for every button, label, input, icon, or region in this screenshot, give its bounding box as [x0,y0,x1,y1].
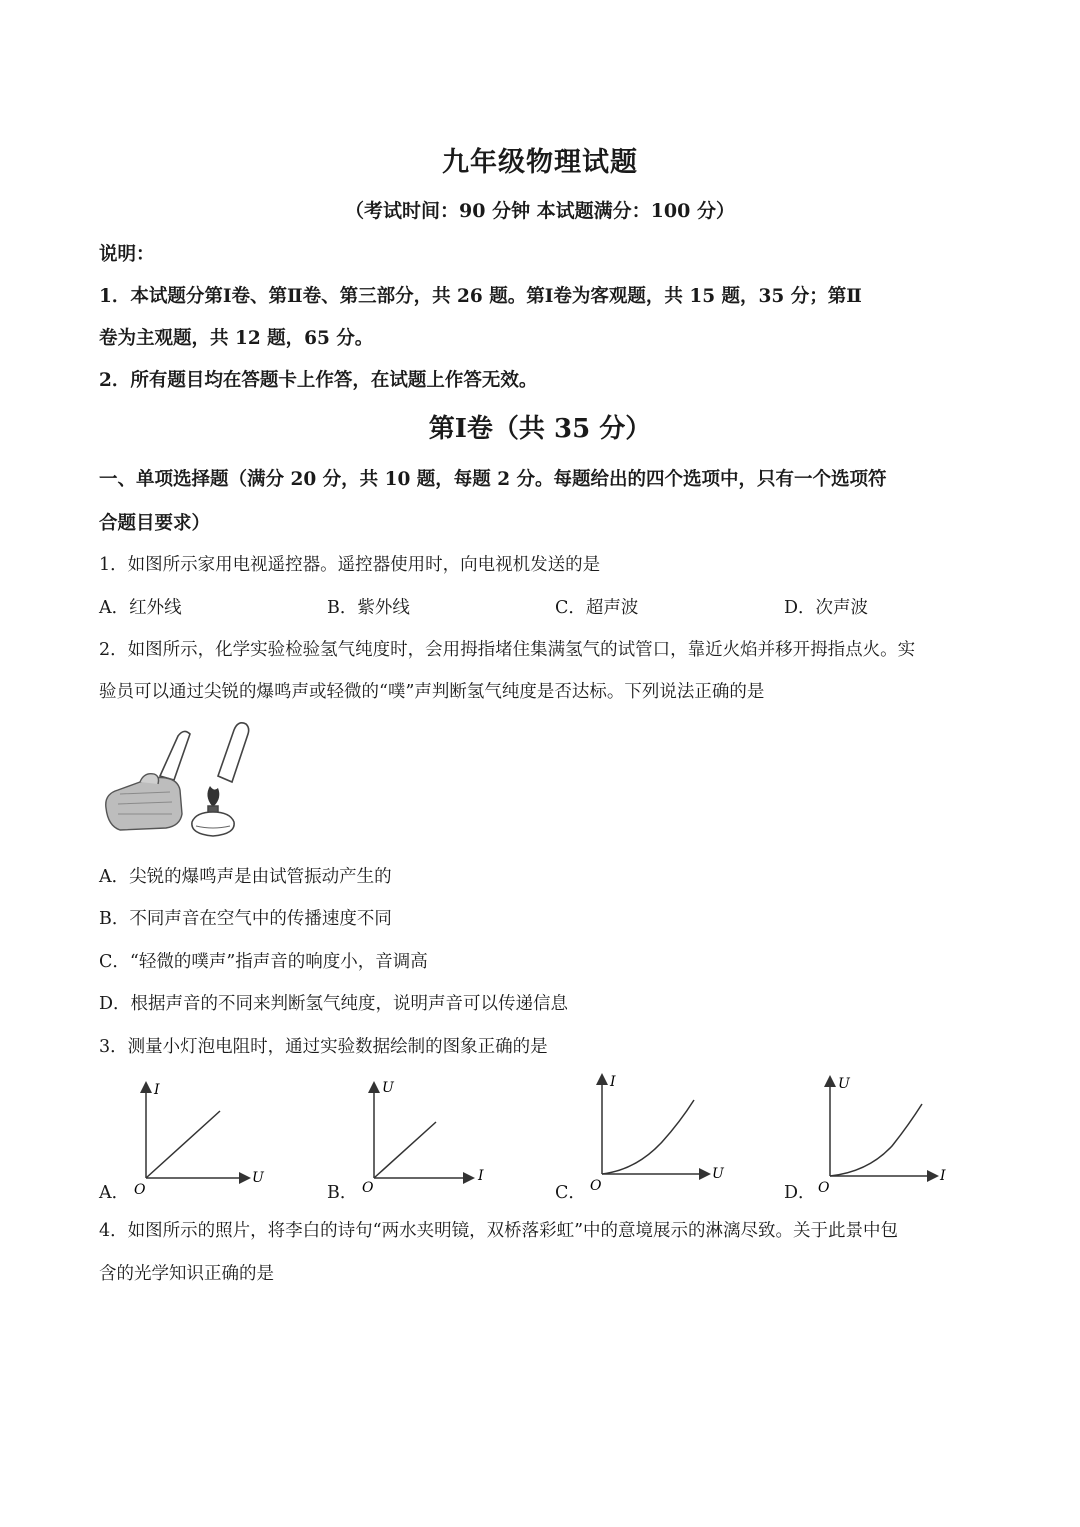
q3-graph-c [584,1070,732,1194]
question-3-stem: 3．测量小灯泡电阻时，通过实验数据绘制的图象正确的是 [99,1037,548,1057]
q3-option-b-label: B． [327,1183,358,1203]
q2-option-a: A．尖锐的爆鸣声是由试管振动产生的 [99,867,392,887]
y-axis-label: U [382,1080,394,1096]
question-4-stem-cont: 含的光学知识正确的是 [99,1264,274,1284]
q1-option-b: B．紫外线 [327,598,410,618]
plot-line [374,1122,436,1178]
notes-label: 说明： [99,244,155,265]
origin-label: O [134,1182,146,1198]
q3-option-a-label: A． [99,1183,130,1203]
y-axis-label: I [154,1082,160,1098]
q3-graph-a [128,1078,268,1198]
origin-label: O [362,1180,374,1196]
q3-option-c-label: C． [555,1183,586,1203]
exam-info: （考试时间：90 分钟 本试题满分：100 分） [345,200,735,222]
q1-option-c: C．超声波 [555,598,639,618]
x-axis-label: U [252,1170,264,1186]
y-axis-label: U [838,1076,850,1092]
page-title: 九年级物理试题 [442,147,638,178]
question-2-stem-cont: 验员可以通过尖锐的爆鸣声或轻微的“噗”声判断氢气纯度是否达标。下列说法正确的是 [99,682,765,702]
x-axis-label: I [940,1168,946,1184]
test-tube-lamp-illustration [100,718,250,843]
plot-curve [830,1104,922,1176]
y-axis-label: I [610,1074,616,1090]
section-title: 第Ⅰ卷（共 35 分） [428,414,652,444]
question-1-stem: 1．如图所示家用电视遥控器。遥控器使用时，向电视机发送的是 [99,555,601,575]
q2-option-d: D．根据声音的不同来判断氢气纯度，说明声音可以传递信息 [99,994,569,1014]
question-2-stem: 2．如图所示，化学实验检验氢气纯度时，会用拇指堵住集满氢气的试管口，靠近火焰并移开拇指点火。实 [99,640,916,660]
q2-option-b: B．不同声音在空气中的传播速度不同 [99,909,392,929]
origin-label: O [590,1178,602,1194]
q3-graph-d [812,1072,960,1196]
note-item-2: 2．所有题目均在答题卡上作答，在试题上作答无效。 [99,370,538,391]
q3-option-d-label: D． [784,1183,816,1203]
note-item-1: 1．本试题分第Ⅰ卷、第Ⅱ卷、第三部分，共 26 题。第Ⅰ卷为客观题，共 15 题，35 分；第Ⅱ [99,286,862,307]
plot-curve [602,1100,694,1174]
x-axis-label: U [712,1166,724,1182]
question-4-stem: 4．如图所示的照片，将李白的诗句“两水夹明镜，双桥落彩虹”中的意境展示的淋漓尽致。关于此景中包 [99,1221,899,1241]
note-item-1-cont: 卷为主观题，共 12 题，65 分。 [99,328,374,349]
q2-option-c: C．“轻微的噗声”指声音的响度小，音调高 [99,952,428,972]
q1-option-a: A．红外线 [99,598,182,618]
origin-label: O [818,1180,830,1196]
x-axis-label: I [478,1168,484,1184]
section-instruction: 一、单项选择题（满分 20 分，共 10 题，每题 2 分。每题给出的四个选项中，只有一个选项符 [99,469,887,490]
q3-graph-b [356,1078,496,1198]
section-instruction-cont: 合题目要求） [99,513,211,534]
q1-option-d: D．次声波 [784,598,869,618]
plot-line [146,1111,220,1178]
